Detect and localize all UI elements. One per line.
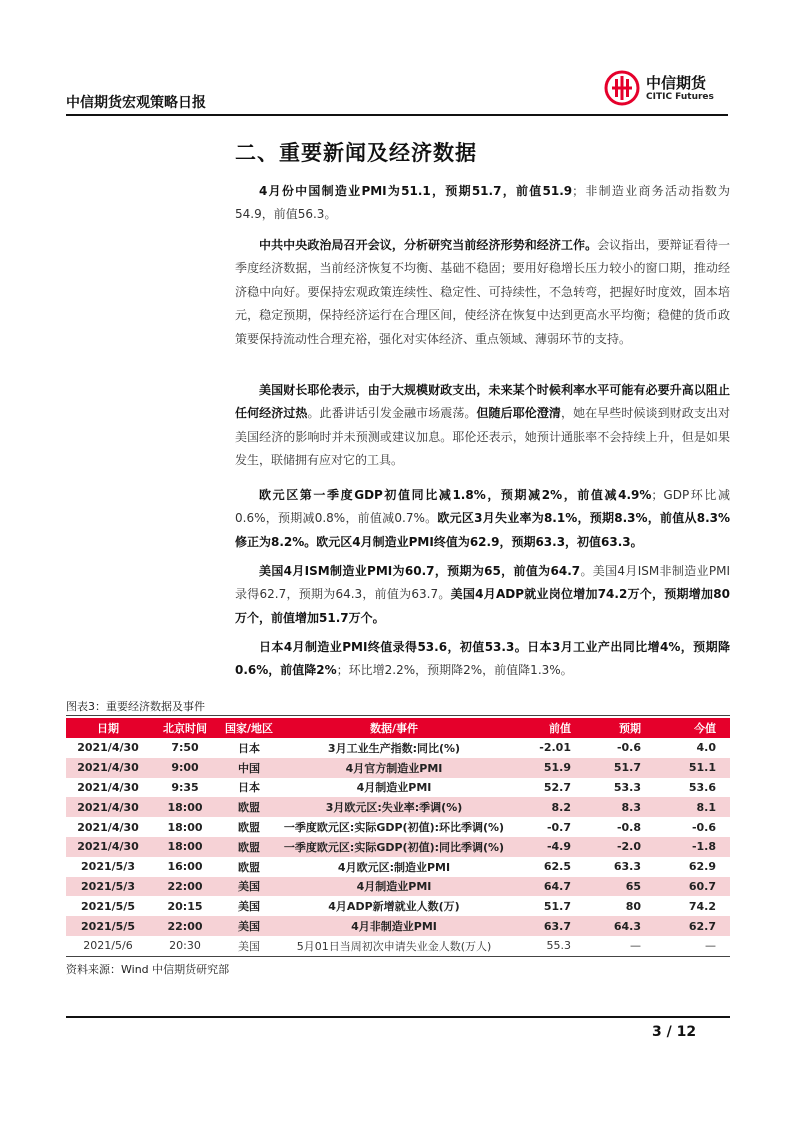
- news-body: ，她在早些时候谈到财政支出对美国经济的影响时并未预测或建议加息。耶伦还表示，她预计通胀率不会持续上升，但是如果发生，联储拥有应对它的工具。: [235, 406, 730, 468]
- cell-forecast: -0.6: [585, 738, 655, 758]
- news-headline: 美国4月ISM制造业PMI为60.7，预期为65，前值为64.7: [259, 564, 581, 578]
- cell-actual: 8.1: [655, 797, 730, 817]
- cell-previous: -0.7: [510, 817, 585, 837]
- cell-date: 2021/5/5: [66, 916, 150, 936]
- news-headline: 中共中央政治局召开会议，分析研究当前经济形势和经济工作。: [259, 238, 598, 252]
- economic-events-table: [66, 718, 730, 957]
- cell-date: 2021/4/30: [66, 738, 150, 758]
- cell-date: 2021/4/30: [66, 837, 150, 857]
- cell-forecast: -0.8: [585, 817, 655, 837]
- cell-time: 20:15: [150, 896, 220, 916]
- table-row: [66, 857, 730, 877]
- cell-region: 中国: [220, 758, 278, 778]
- cell-forecast: 65: [585, 877, 655, 897]
- news-body: 。美国4月ISM非制造业PMI录得62.7，预期为64.3，前值为63.7。: [235, 564, 731, 602]
- cell-previous: 8.2: [510, 797, 585, 817]
- table-row: [66, 758, 730, 778]
- table-row: [66, 837, 730, 857]
- cell-actual: 53.6: [655, 778, 730, 798]
- cell-region: 欧盟: [220, 797, 278, 817]
- news-body: ；非制造业商务活动指数为54.9，前值56.3。: [235, 184, 730, 222]
- cell-region: 美国: [220, 896, 278, 916]
- cell-event: 一季度欧元区:实际GDP(初值):环比季调(%): [278, 817, 510, 837]
- cell-forecast: 63.3: [585, 857, 655, 877]
- cell-region: 日本: [220, 738, 278, 758]
- table-row: [66, 896, 730, 916]
- cell-time: 18:00: [150, 837, 220, 857]
- cell-actual: -0.6: [655, 817, 730, 837]
- cell-previous: -4.9: [510, 837, 585, 857]
- news-body: 。此番讲话引发金融市场震荡。: [307, 406, 477, 421]
- news-body: ；环比增2.2%，预期降2%，前值降1.3%。: [336, 663, 573, 678]
- cell-forecast: 53.3: [585, 778, 655, 798]
- section-title: 二、重要新闻及经济数据: [235, 141, 477, 165]
- news-paragraph-eurozone: [235, 484, 730, 554]
- cell-event: 5月01日当周初次申请失业金人数(万人): [278, 936, 510, 956]
- cell-actual: 62.9: [655, 857, 730, 877]
- cell-date: 2021/5/3: [66, 857, 150, 877]
- cell-time: 7:50: [150, 738, 220, 758]
- news-headline-secondary: 但随后耶伦澄清: [476, 406, 561, 421]
- cell-forecast: 64.3: [585, 916, 655, 936]
- cell-time: 18:00: [150, 817, 220, 837]
- cell-actual: 51.1: [655, 758, 730, 778]
- logo-english-name: CITIC Futures: [646, 92, 714, 102]
- cell-event: 3月工业生产指数:同比(%): [278, 738, 510, 758]
- figure-caption-divider: [66, 715, 730, 716]
- cell-date: 2021/4/30: [66, 797, 150, 817]
- cell-event: 4月制造业PMI: [278, 877, 510, 897]
- source-note: 资料来源：Wind 中信期货研究部: [66, 963, 230, 976]
- cell-actual: 74.2: [655, 896, 730, 916]
- cell-region: 美国: [220, 936, 278, 956]
- cell-forecast: —: [585, 936, 655, 956]
- news-headline: 欧元区第一季度GDP初值同比减1.8%，预期减2%，前值减4.9%: [259, 488, 652, 502]
- cell-previous: 63.7: [510, 916, 585, 936]
- table-row: [66, 916, 730, 936]
- cell-time: 16:00: [150, 857, 220, 877]
- news-headline: 美国财长耶伦表示，由于大规模财政支出，未来某个时候利率水平可能有必要升高以阻止任何经济过热: [235, 383, 730, 421]
- cell-time: 20:30: [150, 936, 220, 956]
- citic-futures-logo: [604, 68, 730, 112]
- cell-previous: -2.01: [510, 738, 585, 758]
- news-body: ；GDP环比减0.6%，预期减0.8%，前值减0.7%。: [235, 488, 730, 526]
- cell-region: 日本: [220, 778, 278, 798]
- news-headline-secondary: 欧元区3月失业率为8.1%，预期8.3%，前值从8.3%修正为8.2%。欧元区4月制造业PMI终值为62.9，预期63.3，初值63.3。: [235, 511, 730, 549]
- cell-previous: 51.7: [510, 896, 585, 916]
- news-paragraph-yellen: [235, 379, 730, 473]
- cell-date: 2021/4/30: [66, 817, 150, 837]
- cell-forecast: 51.7: [585, 758, 655, 778]
- cell-event: 一季度欧元区:实际GDP(初值):同比季调(%): [278, 837, 510, 857]
- cell-actual: 4.0: [655, 738, 730, 758]
- table-row: [66, 738, 730, 758]
- cell-time: 22:00: [150, 916, 220, 936]
- cell-time: 9:35: [150, 778, 220, 798]
- table-row: [66, 817, 730, 837]
- col-header-event: 数据/事件: [278, 718, 510, 738]
- cell-date: 2021/5/3: [66, 877, 150, 897]
- news-paragraph-us-ism: [235, 560, 730, 630]
- cell-event: 4月官方制造业PMI: [278, 758, 510, 778]
- footer-divider: [66, 1016, 730, 1018]
- news-headline-secondary: 美国4月ADP就业岗位增加74.2万个，预期增加80万个，前值增加51.7万个。: [235, 587, 730, 625]
- news-paragraph-china-pmi: [235, 180, 730, 227]
- cell-event: 4月ADP新增就业人数(万): [278, 896, 510, 916]
- logo-chinese-name: 中信期货: [646, 74, 707, 92]
- cell-region: 美国: [220, 916, 278, 936]
- table-row: [66, 797, 730, 817]
- cell-region: 美国: [220, 877, 278, 897]
- figure-caption: 图表3：重要经济数据及事件: [66, 700, 205, 713]
- cell-previous: 55.3: [510, 936, 585, 956]
- cell-event: 4月欧元区:制造业PMI: [278, 857, 510, 877]
- cell-forecast: 8.3: [585, 797, 655, 817]
- cell-actual: 62.7: [655, 916, 730, 936]
- citic-logo-icon: [604, 70, 640, 106]
- cell-actual: —: [655, 936, 730, 956]
- col-header-actual: 今值: [655, 718, 730, 738]
- cell-time: 22:00: [150, 877, 220, 897]
- cell-actual: 60.7: [655, 877, 730, 897]
- news-paragraph-japan: [235, 636, 730, 683]
- news-body: 会议指出，要辩证看待一季度经济数据，当前经济恢复不均衡、基础不稳固；要用好稳增长压力较小的窗口期，推动经济稳中向好。要保持宏观政策连续性、稳定性、可持续性，不急转弯，把握好时度效，固本培元，稳定预期，保持经济运行在合理区间，使经济在恢复中达到更高水平均衡；稳健的货币政策要保持流动性合理充裕，强化对实体经济、重点领域、薄弱环节的支持。: [235, 238, 730, 346]
- cell-region: 欧盟: [220, 837, 278, 857]
- table-row: [66, 778, 730, 798]
- news-headline: 4月份中国制造业PMI为51.1，预期51.7，前值51.9: [259, 184, 573, 198]
- cell-forecast: -2.0: [585, 837, 655, 857]
- col-header-beijing-time: 北京时间: [150, 718, 220, 738]
- cell-actual: -1.8: [655, 837, 730, 857]
- cell-event: 4月非制造业PMI: [278, 916, 510, 936]
- col-header-date: 日期: [66, 718, 150, 738]
- table-row: [66, 877, 730, 897]
- cell-previous: 64.7: [510, 877, 585, 897]
- cell-date: 2021/4/30: [66, 778, 150, 798]
- cell-previous: 52.7: [510, 778, 585, 798]
- report-header-title: 中信期货宏观策略日报: [66, 95, 206, 111]
- table-header-row: [66, 718, 730, 738]
- col-header-region: 国家/地区: [220, 718, 278, 738]
- cell-event: 4月制造业PMI: [278, 778, 510, 798]
- cell-time: 9:00: [150, 758, 220, 778]
- cell-previous: 62.5: [510, 857, 585, 877]
- cell-forecast: 80: [585, 896, 655, 916]
- col-header-previous: 前值: [510, 718, 585, 738]
- cell-region: 欧盟: [220, 857, 278, 877]
- header-divider: [66, 114, 728, 116]
- cell-date: 2021/5/5: [66, 896, 150, 916]
- cell-date: 2021/4/30: [66, 758, 150, 778]
- cell-region: 欧盟: [220, 817, 278, 837]
- table-row: [66, 936, 730, 956]
- cell-event: 3月欧元区:失业率:季调(%): [278, 797, 510, 817]
- news-paragraph-politburo: [235, 234, 730, 351]
- cell-time: 18:00: [150, 797, 220, 817]
- cell-previous: 51.9: [510, 758, 585, 778]
- col-header-forecast: 预期: [585, 718, 655, 738]
- news-headline: 日本4月制造业PMI终值录得53.6，初值53.3。日本3月工业产出同比增4%，预期降0.6%，前值降2%: [235, 640, 730, 678]
- cell-date: 2021/5/6: [66, 936, 150, 956]
- page-number: 3 / 12: [652, 1024, 697, 1040]
